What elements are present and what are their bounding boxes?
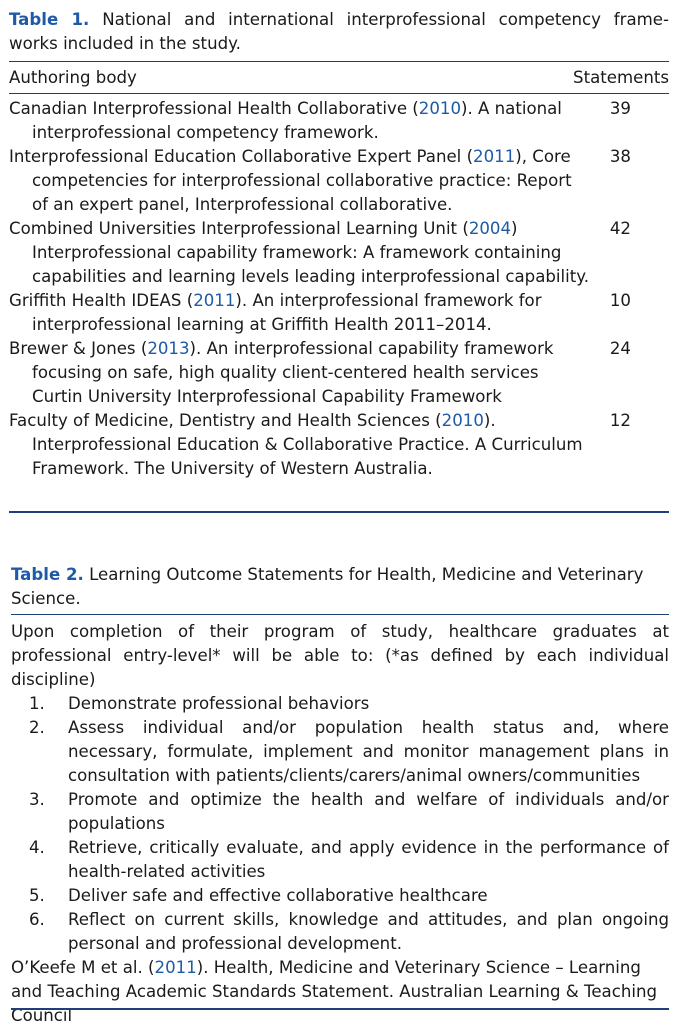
table1-row [9, 145, 669, 217]
table1-title-text: ). A national interprofessional competency framework. [32, 99, 562, 142]
table2-source-post: ). Health, Medicine and Veterinary Science – Learning and Teaching Academic Standards Statement. Australian Learning & Teaching Council [11, 958, 658, 1025]
learning-outcome-number: 4. [29, 838, 45, 857]
table1-caption [9, 8, 669, 56]
table1-author-text: Faculty of Medicine, Dentistry and Health Sciences ( [9, 411, 442, 430]
table1-year-link[interactable]: 2010 [441, 411, 484, 430]
table2-bottom-rule [11, 1008, 669, 1010]
table1-authoring-body [9, 289, 592, 337]
learning-outcome-text: Reflect on current skills, knowledge and attitudes, and plan ongoing personal and professional development. [68, 910, 669, 953]
table1-authoring-body [9, 145, 592, 217]
table1-author-text: Canadian Interprofessional Health Collaborative ( [9, 99, 419, 118]
table1-authoring-body [9, 217, 592, 289]
table1-row [9, 409, 669, 481]
table2-intro: Upon completion of their program of study, healthcare graduates at professional entry-level* will be able to: (*as defined by each individual discipline) [11, 622, 669, 689]
table1-row [9, 289, 669, 337]
table1-caption-line1 [9, 8, 669, 32]
table1-title-text: ). An interprofessional capability framework focusing on safe, high quality client-centered health services Curtin University Interprofessional Capability Framework [32, 339, 554, 406]
table1-year-link[interactable]: 2011 [193, 291, 236, 310]
table1-body [9, 97, 669, 481]
table2-body [11, 620, 669, 1028]
table2-top-rule [11, 614, 669, 615]
learning-outcome-text: Assess individual and/or population health status and, where necessary, formulate, implement and monitor management plans in consultation with patients/clients/carers/animal owners/communities [68, 718, 669, 785]
learning-outcome-number: 3. [29, 790, 45, 809]
table1-statements-count: 12 [609, 411, 631, 430]
learning-outcomes-list [11, 692, 669, 956]
learning-outcome-text: Promote and optimize the health and welfare of individuals and/or populations [68, 790, 669, 833]
table1-caption-line2: works included in the study. [9, 34, 241, 53]
learning-outcome-item [11, 836, 669, 884]
table2-caption [11, 563, 669, 611]
table1-year-link[interactable]: 2010 [418, 99, 462, 118]
table1-title-text: ) Interprofessional capability framework: A framework containing capabilities and learning levels leading interprofessional capability. [32, 219, 589, 286]
table1-top-rule [9, 61, 669, 62]
learning-outcome-item [11, 692, 669, 716]
table1-authoring-body [9, 337, 592, 409]
table1-caption-label: Table 1. [9, 10, 90, 29]
table1-bottom-rule [9, 511, 669, 513]
table1-title-text: ), Core competencies for interprofessional collaborative practice: Report of an expert panel, Interprofessional collaborative. [32, 147, 572, 214]
table2-caption-text: Learning Outcome Statements for Health, Medicine and Veterinary Science. [11, 565, 644, 608]
learning-outcome-text: Retrieve, critically evaluate, and apply evidence in the performance of health-related activities [68, 838, 669, 881]
table1-author-text: Combined Universities Interprofessional Learning Unit ( [9, 219, 469, 238]
learning-outcome-text: Deliver safe and effective collaborative healthcare [68, 886, 488, 905]
table1-header-row [9, 66, 669, 90]
table1-statements-count: 39 [609, 99, 631, 118]
table1-author-text: Griffith Health IDEAS ( [9, 291, 194, 310]
table1-header-rule [9, 93, 669, 94]
table1-statements-count: 10 [609, 291, 631, 310]
table2-source [11, 956, 669, 1028]
table2-caption-label: Table 2. [11, 565, 84, 584]
learning-outcome-item [11, 884, 669, 908]
table1-statements-count: 38 [609, 147, 631, 166]
table2-source-year: 2011 [154, 958, 197, 977]
learning-outcome-number: 6. [29, 910, 45, 929]
learning-outcome-item [11, 908, 669, 956]
table2-source-pre: O’Keefe M et al. ( [11, 958, 155, 977]
table1-row [9, 337, 669, 409]
learning-outcome-number: 2. [29, 718, 45, 737]
learning-outcome-item [11, 716, 669, 788]
table1-header-authoring-body: Authoring body [9, 68, 137, 87]
table1-row [9, 97, 669, 145]
table1-author-text: Interprofessional Education Collaborative Expert Panel ( [9, 147, 474, 166]
table1-year-link[interactable]: 2004 [468, 219, 512, 238]
table1-title-text: ). An interprofessional framework for interprofessional learning at Griffith Health 2011–2014. [32, 291, 542, 334]
table1-authoring-body [9, 97, 592, 145]
table1-authoring-body [9, 409, 592, 481]
table1-author-text: Brewer & Jones ( [9, 339, 148, 358]
table1-statements-count: 24 [609, 339, 631, 358]
table1-title-text: ). Interprofessional Education & Collaborative Practice. A Curriculum Framework. The University of Western Australia. [32, 411, 583, 478]
table1-caption-text-1: National and international interprofessional competency frame- [89, 10, 669, 29]
table1-statements-count: 42 [609, 219, 631, 238]
learning-outcome-number: 1. [29, 694, 45, 713]
table1-year-link[interactable]: 2011 [473, 147, 516, 166]
learning-outcome-text: Demonstrate professional behaviors [68, 694, 370, 713]
table1-year-link[interactable]: 2013 [147, 339, 190, 358]
table1-header-statements: Statements [573, 68, 669, 87]
learning-outcome-item [11, 788, 669, 836]
learning-outcome-number: 5. [29, 886, 45, 905]
table1-row [9, 217, 669, 289]
